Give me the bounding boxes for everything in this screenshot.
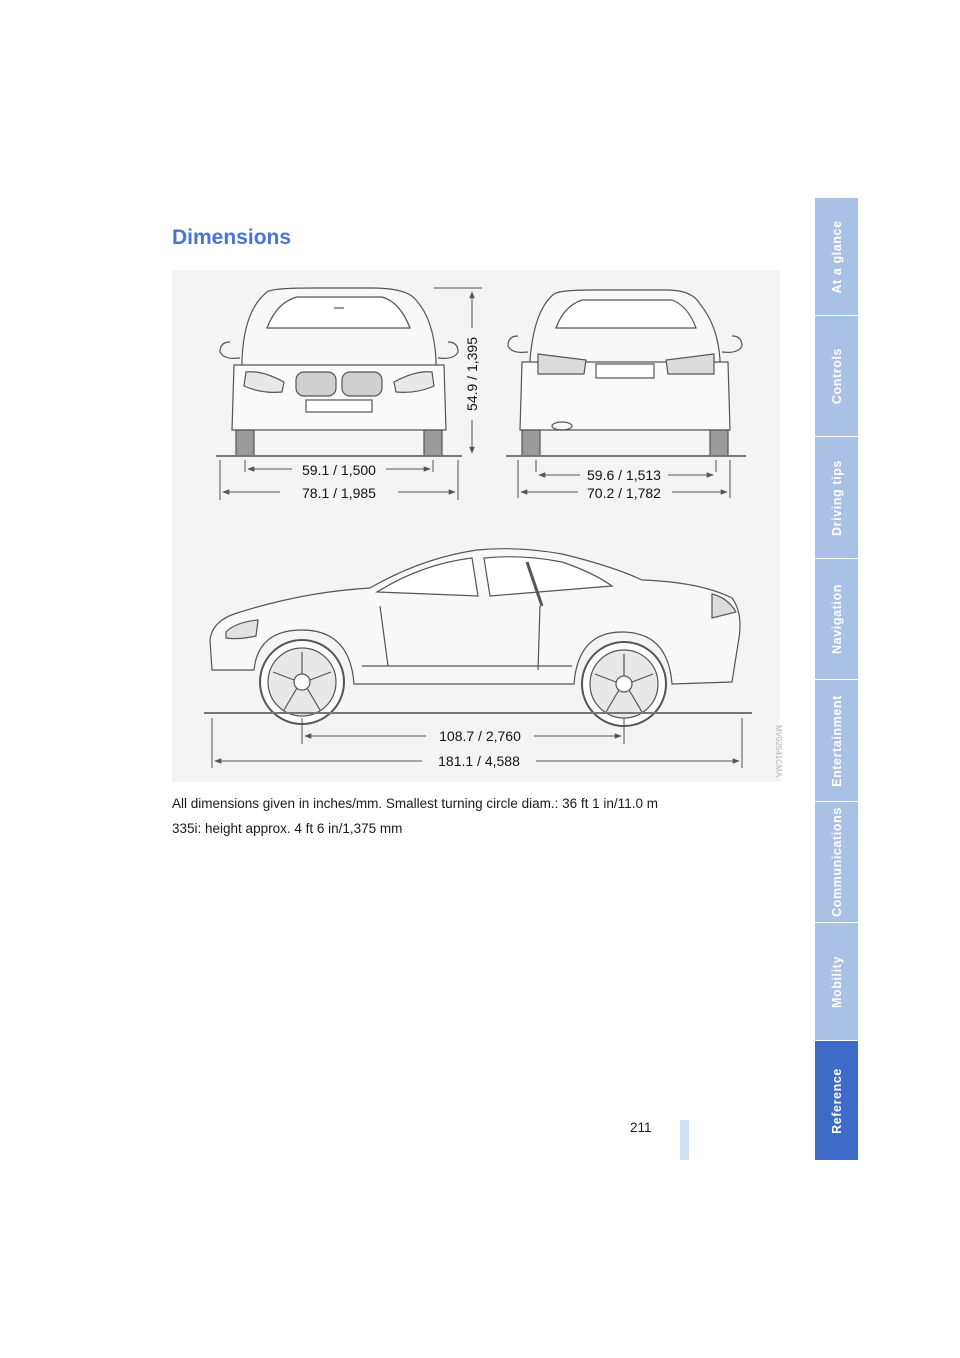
section-tabs	[815, 198, 858, 1160]
tab-mobility[interactable]: Mobility	[815, 923, 858, 1041]
figure-code: MV02541CMA	[774, 725, 783, 778]
rear-view-drawing	[508, 290, 742, 456]
rear-width-label: 70.2 / 1,782	[587, 485, 661, 501]
tab-navigation[interactable]: Navigation	[815, 559, 858, 680]
tab-driving-tips[interactable]: Driving tips	[815, 437, 858, 559]
front-width-label: 78.1 / 1,985	[302, 485, 376, 501]
wheelbase-label: 108.7 / 2,760	[439, 728, 521, 744]
side-view-drawing	[210, 549, 740, 726]
page-title: Dimensions	[172, 226, 292, 249]
dimensions-note: All dimensions given in inches/mm. Smallest turning circle diam.: 36 ft 1 in/11.0 m	[172, 796, 658, 811]
car-dimension-drawing	[172, 270, 780, 782]
dimensions-figure	[172, 270, 780, 782]
tab-reference[interactable]: Reference	[815, 1041, 858, 1161]
front-view-drawing	[220, 288, 458, 456]
height-note: 335i: height approx. 4 ft 6 in/1,375 mm	[172, 821, 403, 836]
length-label: 181.1 / 4,588	[438, 753, 520, 769]
tab-at-a-glance[interactable]: At a glance	[815, 198, 858, 316]
page-number: 211	[630, 1120, 652, 1135]
front-track-label: 59.1 / 1,500	[302, 462, 376, 478]
rear-track-label: 59.6 / 1,513	[587, 467, 661, 483]
page-marker-bar	[680, 1120, 689, 1160]
tab-communications[interactable]: Communications	[815, 802, 858, 923]
tab-controls[interactable]: Controls	[815, 316, 858, 437]
tab-entertainment[interactable]: Entertainment	[815, 680, 858, 802]
height-label: 54.9 / 1,395	[464, 337, 480, 411]
